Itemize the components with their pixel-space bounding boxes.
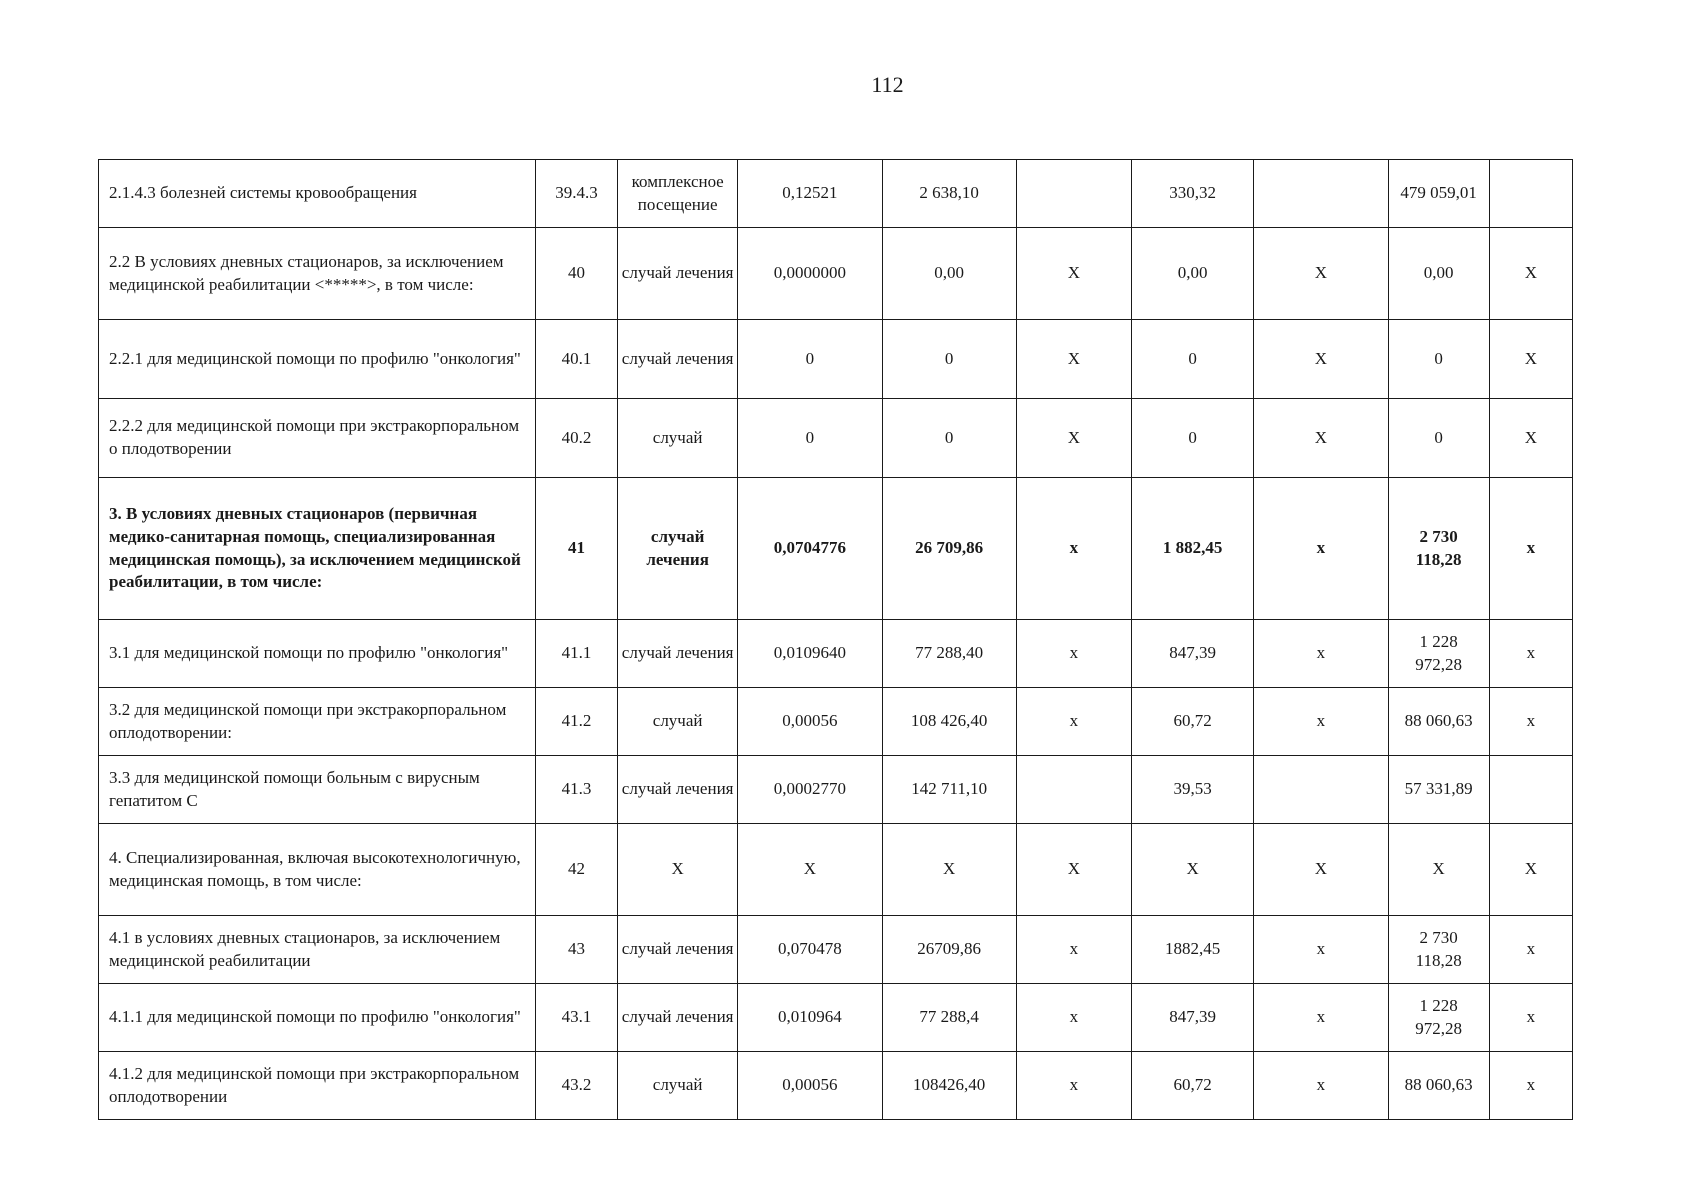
norm-volume-cell: 0 [738, 399, 882, 478]
norm-volume-cell: 0,0002770 [738, 756, 882, 824]
norm-volume-cell: 0,00056 [738, 688, 882, 756]
budget-total-cell: х [1254, 916, 1388, 984]
budget-per-capita-cell: х [1016, 984, 1131, 1052]
budget-per-capita-cell: х [1016, 478, 1131, 620]
page-number: 112 [871, 72, 904, 97]
oms-per-capita-cell: 60,72 [1132, 688, 1254, 756]
unit-cell: случай [618, 688, 738, 756]
budget-per-capita-cell: Х [1016, 824, 1131, 916]
oms-per-capita-cell: 0,00 [1132, 228, 1254, 320]
oms-per-capita-cell: 39,53 [1132, 756, 1254, 824]
budget-total-cell: х [1254, 984, 1388, 1052]
unit-cell: случай лечения [618, 320, 738, 399]
budget-total-cell [1254, 160, 1388, 228]
budget-total-cell: х [1254, 1052, 1388, 1120]
table-row [99, 688, 1573, 756]
table-row [99, 984, 1573, 1052]
table-row [99, 399, 1573, 478]
row-name-cell: 2.2.2 для медицинской помощи при экстракорпоральном о плодотворении [99, 399, 536, 478]
oms-total-cell: 88 060,63 [1388, 1052, 1489, 1120]
table-row [99, 916, 1573, 984]
row-name-cell: 4.1.2 для медицинской помощи при экстракорпоральном оплодотворении [99, 1052, 536, 1120]
row-name-cell: 4.1 в условиях дневных стационаров, за исключением медицинской реабилитации [99, 916, 536, 984]
row-number-cell: 41.2 [535, 688, 617, 756]
oms-total-cell: 88 060,63 [1388, 688, 1489, 756]
percent-cell: х [1489, 984, 1572, 1052]
budget-total-cell: Х [1254, 228, 1388, 320]
budget-per-capita-cell: Х [1016, 320, 1131, 399]
oms-per-capita-cell: 0 [1132, 320, 1254, 399]
table-row [99, 620, 1573, 688]
row-number-cell: 40.1 [535, 320, 617, 399]
norm-cost-cell: 0,00 [882, 228, 1016, 320]
norm-volume-cell: 0 [738, 320, 882, 399]
oms-per-capita-cell: 847,39 [1132, 984, 1254, 1052]
unit-cell: случай лечения [618, 478, 738, 620]
oms-per-capita-cell: 330,32 [1132, 160, 1254, 228]
table-row [99, 756, 1573, 824]
row-name-cell: 3.1 для медицинской помощи по профилю "онкология" [99, 620, 536, 688]
unit-cell: Х [618, 824, 738, 916]
norm-cost-cell: 26709,86 [882, 916, 1016, 984]
row-number-cell: 43.2 [535, 1052, 617, 1120]
oms-per-capita-cell: 1882,45 [1132, 916, 1254, 984]
norm-cost-cell: 77 288,4 [882, 984, 1016, 1052]
oms-total-cell: 0 [1388, 320, 1489, 399]
row-name-cell: 2.1.4.3 болезней системы кровообращения [99, 160, 536, 228]
norm-volume-cell: 0,12521 [738, 160, 882, 228]
budget-total-cell: Х [1254, 320, 1388, 399]
oms-per-capita-cell: 60,72 [1132, 1052, 1254, 1120]
row-name-cell: 3. В условиях дневных стационаров (первичная медико-санитарная помощь, специализированная медицинская помощь), за исключением медицинской реабилитации, в том числе: [99, 478, 536, 620]
budget-per-capita-cell: х [1016, 916, 1131, 984]
oms-per-capita-cell: 1 882,45 [1132, 478, 1254, 620]
budget-per-capita-cell: х [1016, 688, 1131, 756]
budget-per-capita-cell [1016, 756, 1131, 824]
percent-cell: х [1489, 478, 1572, 620]
norm-volume-cell: 0,070478 [738, 916, 882, 984]
budget-per-capita-cell [1016, 160, 1131, 228]
row-name-cell: 4. Специализированная, включая высокотехнологичную, медицинская помощь, в том числе: [99, 824, 536, 916]
row-number-cell: 43.1 [535, 984, 617, 1052]
norm-volume-cell: 0,0000000 [738, 228, 882, 320]
table-row [99, 824, 1573, 916]
row-number-cell: 41.1 [535, 620, 617, 688]
unit-cell: случай [618, 1052, 738, 1120]
percent-cell: х [1489, 1052, 1572, 1120]
norm-volume-cell: 0,010964 [738, 984, 882, 1052]
unit-cell: случай лечения [618, 984, 738, 1052]
percent-cell: Х [1489, 228, 1572, 320]
table-row [99, 478, 1573, 620]
oms-total-cell: 0,00 [1388, 228, 1489, 320]
financing-table [98, 159, 1573, 1120]
oms-per-capita-cell: Х [1132, 824, 1254, 916]
row-number-cell: 42 [535, 824, 617, 916]
row-number-cell: 39.4.3 [535, 160, 617, 228]
percent-cell: х [1489, 620, 1572, 688]
percent-cell: х [1489, 916, 1572, 984]
budget-per-capita-cell: х [1016, 620, 1131, 688]
percent-cell: Х [1489, 320, 1572, 399]
percent-cell [1489, 160, 1572, 228]
row-number-cell: 40 [535, 228, 617, 320]
percent-cell: Х [1489, 399, 1572, 478]
unit-cell: случай лечения [618, 228, 738, 320]
norm-volume-cell: Х [738, 824, 882, 916]
budget-per-capita-cell: х [1016, 1052, 1131, 1120]
table-row [99, 160, 1573, 228]
norm-cost-cell: 77 288,40 [882, 620, 1016, 688]
percent-cell: Х [1489, 824, 1572, 916]
norm-cost-cell: 142 711,10 [882, 756, 1016, 824]
norm-cost-cell: 108426,40 [882, 1052, 1016, 1120]
budget-total-cell: х [1254, 620, 1388, 688]
unit-cell: случай лечения [618, 756, 738, 824]
table-row [99, 1052, 1573, 1120]
norm-volume-cell: 0,00056 [738, 1052, 882, 1120]
norm-cost-cell: Х [882, 824, 1016, 916]
table-body [99, 160, 1573, 1120]
oms-total-cell: 2 730 118,28 [1388, 916, 1489, 984]
row-number-cell: 41.3 [535, 756, 617, 824]
percent-cell: х [1489, 688, 1572, 756]
oms-total-cell: 57 331,89 [1388, 756, 1489, 824]
budget-per-capita-cell: Х [1016, 399, 1131, 478]
oms-total-cell: Х [1388, 824, 1489, 916]
row-name-cell: 2.2 В условиях дневных стационаров, за исключением медицинской реабилитации <*****>, в том числе: [99, 228, 536, 320]
budget-total-cell: Х [1254, 399, 1388, 478]
row-name-cell: 2.2.1 для медицинской помощи по профилю "онкология" [99, 320, 536, 399]
budget-total-cell: х [1254, 688, 1388, 756]
norm-cost-cell: 0 [882, 399, 1016, 478]
budget-total-cell: Х [1254, 824, 1388, 916]
unit-cell: случай [618, 399, 738, 478]
row-number-cell: 43 [535, 916, 617, 984]
row-name-cell: 3.3 для медицинской помощи больным с вирусным гепатитом С [99, 756, 536, 824]
norm-cost-cell: 26 709,86 [882, 478, 1016, 620]
row-number-cell: 40.2 [535, 399, 617, 478]
row-number-cell: 41 [535, 478, 617, 620]
oms-total-cell: 0 [1388, 399, 1489, 478]
table-row [99, 320, 1573, 399]
unit-cell: случай лечения [618, 916, 738, 984]
budget-total-cell [1254, 756, 1388, 824]
norm-cost-cell: 2 638,10 [882, 160, 1016, 228]
oms-total-cell: 1 228 972,28 [1388, 620, 1489, 688]
table-row [99, 228, 1573, 320]
norm-volume-cell: 0,0704776 [738, 478, 882, 620]
oms-total-cell: 1 228 972,28 [1388, 984, 1489, 1052]
budget-total-cell: х [1254, 478, 1388, 620]
row-name-cell: 4.1.1 для медицинской помощи по профилю "онкология" [99, 984, 536, 1052]
norm-cost-cell: 0 [882, 320, 1016, 399]
row-name-cell: 3.2 для медицинской помощи при экстракорпоральном оплодотворении: [99, 688, 536, 756]
oms-total-cell: 479 059,01 [1388, 160, 1489, 228]
oms-per-capita-cell: 847,39 [1132, 620, 1254, 688]
norm-volume-cell: 0,0109640 [738, 620, 882, 688]
oms-total-cell: 2 730 118,28 [1388, 478, 1489, 620]
unit-cell: случай лечения [618, 620, 738, 688]
norm-cost-cell: 108 426,40 [882, 688, 1016, 756]
percent-cell [1489, 756, 1572, 824]
unit-cell: комплексноe посещение [618, 160, 738, 228]
budget-per-capita-cell: Х [1016, 228, 1131, 320]
oms-per-capita-cell: 0 [1132, 399, 1254, 478]
